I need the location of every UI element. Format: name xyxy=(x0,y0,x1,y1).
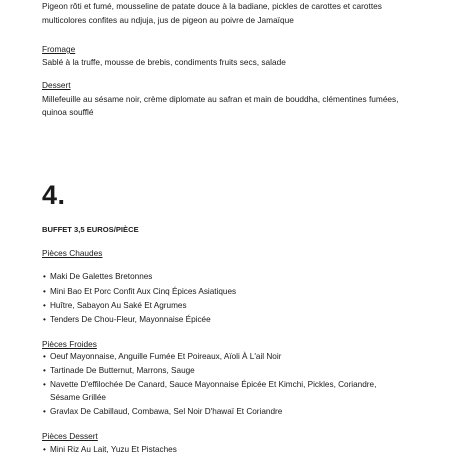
bullet-icon: • xyxy=(43,315,46,324)
main-course-line-1: Pigeon rôti et fumé, mousseline de patate douce à la badiane, pickles de carottes et carottes xyxy=(42,1,382,11)
dessert-line-2: quinoa soufflé xyxy=(42,107,94,117)
froides-item-text: Gravlax De Cabillaud, Combawa, Sel Noir D'hawaï Et Coriandre xyxy=(50,407,283,416)
chaudes-item-text: Tenders De Chou-Fleur, Mayonnaise Épicée xyxy=(50,315,211,324)
pieces-froides-title: Pièces Froides xyxy=(42,339,97,349)
froides-item-text: Tartinade De Butternut, Marrons, Sauge xyxy=(50,366,195,375)
chaudes-item-text: Mini Bao Et Porc Confit Aux Cinq Épices Asiatiques xyxy=(50,287,237,296)
fromage-title: Fromage xyxy=(42,44,76,54)
dessert-title: Dessert xyxy=(42,80,71,90)
froides-item-text: Navette D'effilochée De Canard, Sauce Mayonnaise Épicée Et Kimchi, Pickles, Coriandre, xyxy=(50,380,377,389)
dessert-item-partial xyxy=(43,444,177,456)
dessert-item-text: Mini Riz Au Lait, Yuzu Et Pistaches xyxy=(50,445,177,454)
froides-item xyxy=(43,379,376,391)
froides-item-continuation: Sésame Grillée xyxy=(50,393,106,402)
section-number: 4. xyxy=(42,180,66,210)
froides-item-text: Oeuf Mayonnaise, Anguille Fumée Et Poireaux, Aïoli À L'ail Noir xyxy=(50,352,282,361)
froides-item xyxy=(43,406,282,418)
bullet-icon: • xyxy=(43,272,46,281)
froides-item xyxy=(43,365,195,377)
bullet-icon: • xyxy=(43,287,46,296)
chaudes-item-text: Huître, Sabayon Au Saké Et Agrumes xyxy=(50,301,187,310)
dessert-line-1: Millefeuille au sésame noir, crème diplomate au safran et main de bouddha, clémentines fumées, xyxy=(42,94,399,104)
bullet-icon: • xyxy=(43,380,46,389)
chaudes-item xyxy=(43,314,211,326)
bullet-icon: • xyxy=(43,445,46,454)
buffet-heading: BUFFET 3,5 EUROS/PIÈCE xyxy=(42,225,139,234)
pieces-chaudes-title: Pièces Chaudes xyxy=(42,248,103,258)
chaudes-item xyxy=(43,271,152,283)
bullet-icon: • xyxy=(43,301,46,310)
bullet-icon: • xyxy=(43,352,46,361)
froides-item xyxy=(43,351,281,363)
chaudes-item xyxy=(43,286,236,298)
chaudes-item xyxy=(43,300,187,312)
chaudes-item-text: Maki De Galettes Bretonnes xyxy=(50,272,153,281)
main-course-line-2: multicolores confites au ndjuja, jus de pigeon au poivre de Jamaïque xyxy=(42,15,294,25)
pieces-dessert-title: Pièces Dessert xyxy=(42,431,98,441)
bullet-icon: • xyxy=(43,366,46,375)
fromage-text: Sablé à la truffe, mousse de brebis, condiments fruits secs, salade xyxy=(42,57,286,67)
bullet-icon: • xyxy=(43,407,46,416)
